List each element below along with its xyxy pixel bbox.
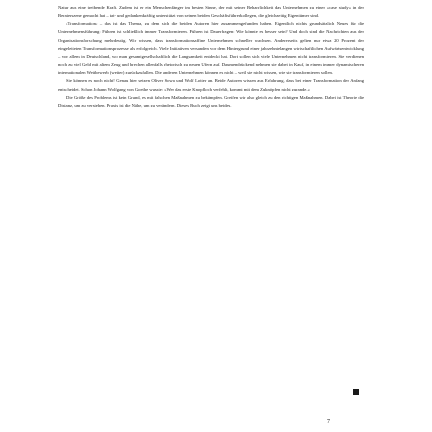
paragraph-3: Sie können es noch nicht! Genau hier setzen Oliver Sowa und Wolf Lotter an. Beide Autoren wissen aus Erfahrung, dass bei einer Transformation der Anfang entscheidet. Schon Johann Wolfgang von Goethe wusste: »Wer das erste Knopfloch verfehlt, kommt mit dem Zuknöpfen nicht zurande.« bbox=[58, 78, 364, 92]
paragraph-2: ›Transformation‹ – das ist das Thema, zu dem sich die beiden Autoren hier zusammengefunden haben. Eigentlich nichts grundsätzlich Neues für die Unternehmensführung: Führen ist schließlich immer Transformieren. Führen ist Dauerfragen: Wie könnte es besser sein? Und doch sind die Nachrichten aus der Organisationsforschung mehrdeutig. Wir wissen, dass transformationsaffine Unternehmen schneller wachsen. Andererseits gelten nur etwa 20 Prozent der eingeleiteten Transformationsprozesse als erfolgreich. Viele Initiativen versanden vor dem Hintergrund einer jahrzehntelangen wirtschaftlichen Aufwärtsentwicklung – vor allem in Deutschland, wo man gesamtgesellschaftlich die Langsamkeit entdeckt hat. Dort sollen sich viele Unternehmen nicht transformieren. Sie verdienen noch zu viel Geld mit altem Zeug und brechen allenfalls rhetorisch zu neuen Ufern auf. Daumendrückend nehmen sie dabei in Kauf, in einem immer dynamischeren internationalen Wettbewerb (weiter) zurückzufallen. Die anderen Unternehmen können es nicht – weil sie nicht wissen, wie sie transformieren sollen. bbox=[58, 21, 364, 76]
paragraph-1: Natur aus eine treibende Kraft. Zudem ist er ein Menschenfänger im besten Sinne, der mit seiner Beharrlichkeit das Unternehmen zu einer »case study« in der Beraterszene gemacht hat – tat- und gedankenkräftig unterstützt von seinen beiden Geschäftsführerkollegen, die gleichzeitig Eigentümer sind. bbox=[58, 5, 364, 19]
end-of-section-mark bbox=[353, 389, 359, 395]
body-text bbox=[58, 4, 364, 110]
page-number: 7 bbox=[327, 419, 330, 425]
paragraph-4: Die Größe des Problems ist kein Grund, es mit falschen Maßnahmen zu bekämpfen. Greifen wir also gleich zu den richtigen Maßnahmen. Dabei ist Theorie die Distanz, um zu verstehen. Praxis ist die Nähe, um zu verändern. Dieses Buch zeigt uns beides. bbox=[58, 94, 364, 108]
